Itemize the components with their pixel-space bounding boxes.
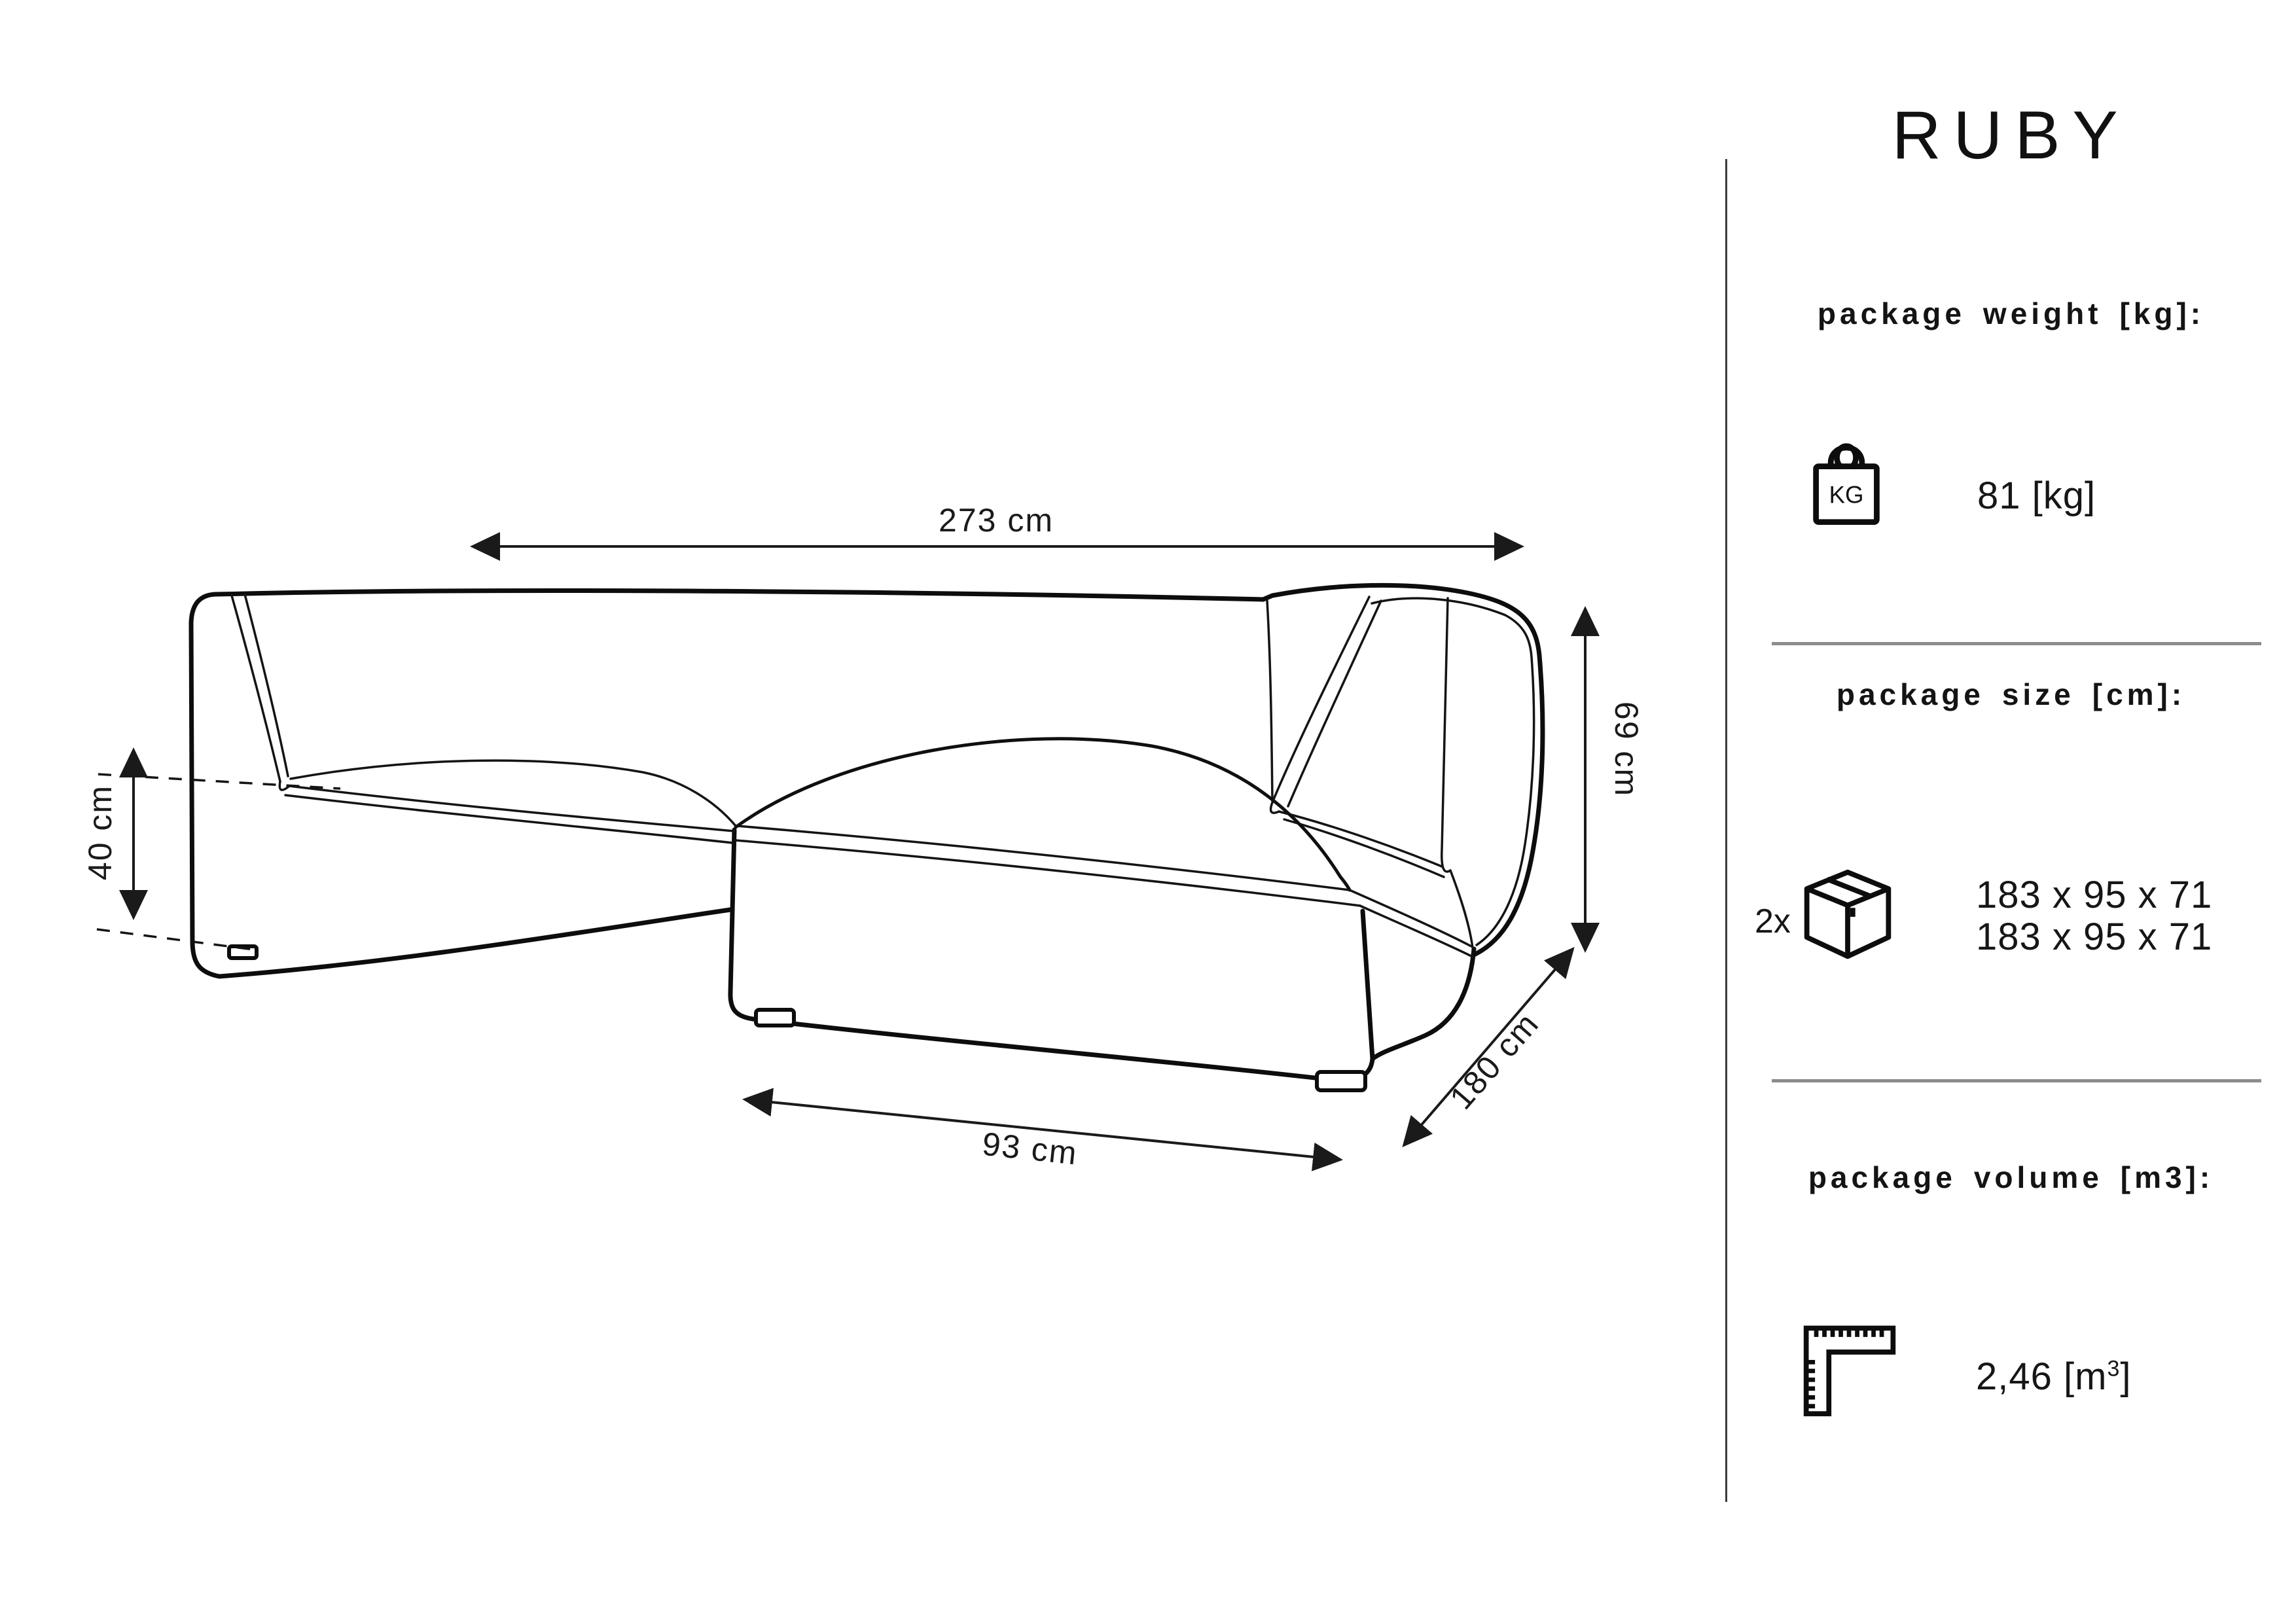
ruler-icon xyxy=(1801,1319,1899,1418)
volume-value-sup: 3 xyxy=(2107,1356,2121,1382)
chaise-cushion-curve xyxy=(736,739,1350,890)
dim-label-chaise-depth: 180 cm xyxy=(1443,1005,1547,1116)
section-divider-2 xyxy=(1772,1079,2261,1082)
package-size-line-2: 183 x 95 x 71 xyxy=(1976,916,2213,958)
dim-label-chaise-width: 93 cm xyxy=(980,1125,1080,1172)
sofa-seams xyxy=(232,594,1534,957)
package-count: 2x xyxy=(1755,902,1791,940)
package-weight-heading: package weight [kg]: xyxy=(1817,296,2205,330)
dim-label-seat-height: 40 cm xyxy=(82,784,118,881)
package-size-heading: package size [cm]: xyxy=(1836,677,2186,711)
product-title: RUBY xyxy=(1892,98,2130,173)
dimension-arrows xyxy=(134,546,1585,1160)
package-size-line-1: 183 x 95 x 71 xyxy=(1976,874,2213,916)
sofa-outline xyxy=(191,585,1543,1080)
section-divider-1 xyxy=(1772,642,2261,645)
package-size-values xyxy=(1976,874,2212,958)
volume-value-suffix: ] xyxy=(2120,1355,2132,1398)
dim-label-back-height: 69 cm xyxy=(1608,701,1645,798)
volume-value-prefix: 2,46 [m xyxy=(1976,1355,2108,1398)
info-panel xyxy=(1726,0,2296,1623)
package-box-icon xyxy=(1798,861,1897,969)
dim-label-total-width: 273 cm xyxy=(939,502,1054,539)
package-volume-value xyxy=(1976,1355,2131,1399)
sofa-feet xyxy=(229,946,1365,1090)
kg-icon-label: KG xyxy=(1829,481,1864,508)
package-weight-value: 81 [kg] xyxy=(1977,474,2096,517)
kg-weight-icon xyxy=(1808,429,1884,526)
package-volume-heading: package volume [m3]: xyxy=(1808,1160,2214,1194)
